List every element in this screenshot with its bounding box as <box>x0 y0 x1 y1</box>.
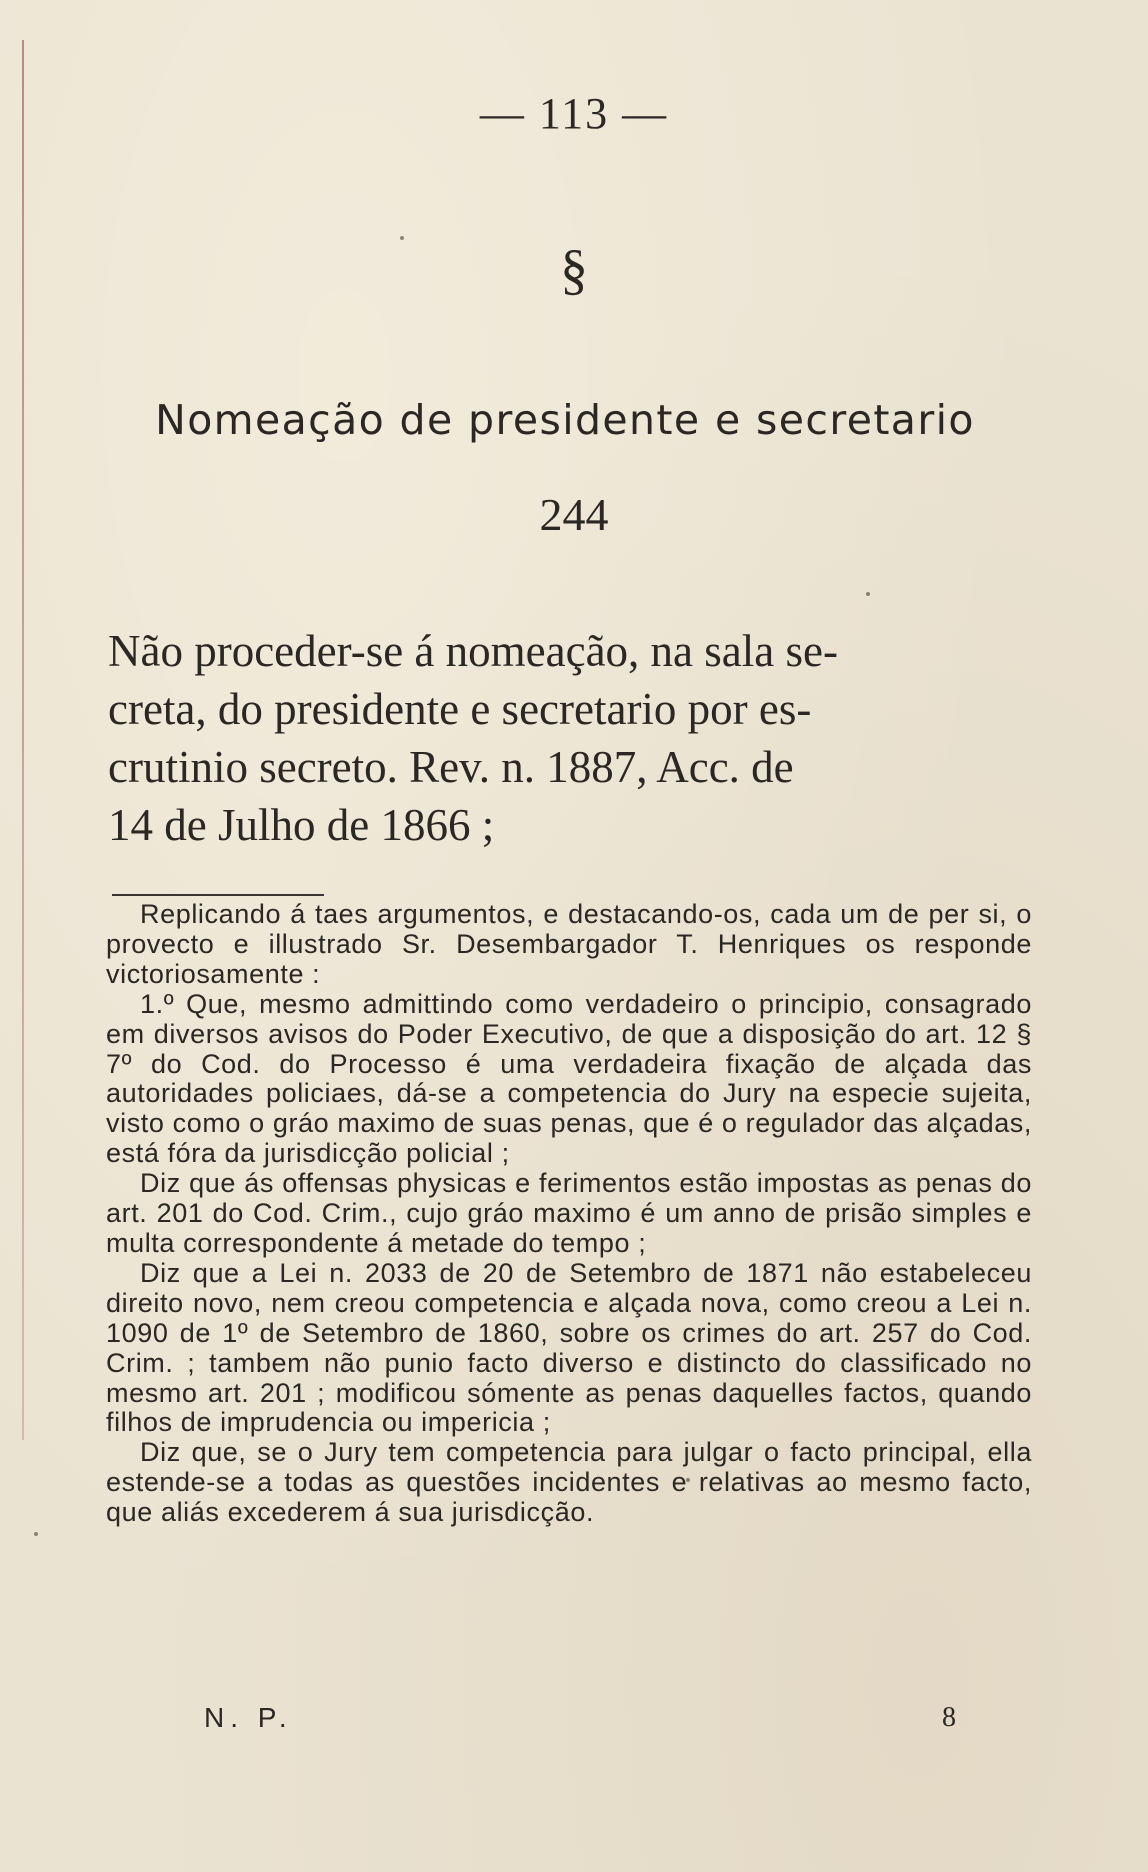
divider-rule <box>112 894 324 896</box>
page-number: — 113 — <box>479 89 669 138</box>
entry-line: creta, do presidente e secretario por es- <box>108 684 812 734</box>
entry-line: crutinio secreto. Rev. n. 1887, Acc. de <box>108 742 794 792</box>
section-sign: § <box>560 239 588 301</box>
note-paragraph: Diz que a Lei n. 2033 de 20 de Setembro de 1871 não estabeleceu direito novo, nem creou competencia e alçada nova, como creou a Lei n. 1090 de 1º de Setembro de 1860, sobre os crimes do art. 257 do Cod. Crim. ; tambem não punio facto diverso e distincto do classificado no mesmo art. 201 ; modificou sómente as penas daquelles factos, quando filhos de imprudencia ou impericia ; <box>106 1257 1032 1438</box>
note-paragraph: 1.º Que, mesmo admittindo como verdadeiro o principio, consagrado em diversos avisos do Poder Executivo, de que a disposição do art. 12 § 7º do Cod. do Processo é uma verdadeira fixação de alçada das autoridades policiaes, dá-se a competencia do Jury na especie sujeita, visto como o gráo maximo de suas penas, que é o regulador das alçadas, está fóra da jurisdicção policial ; <box>106 988 1033 1169</box>
entry-line: Não proceder-se á nomeação, na sala se- <box>108 626 838 676</box>
entry-line: 14 de Julho de 1866 ; <box>108 800 495 850</box>
entry-text <box>108 622 1028 854</box>
paper-speck <box>34 1532 38 1536</box>
paper-speck <box>866 592 870 596</box>
signature-mark: N. P. <box>204 1702 293 1733</box>
note-paragraph: Diz que, se o Jury tem competencia para julgar o facto principal, ella estende-se a todas as questões incidentes e relativas ao mesmo facto, que aliás excederem á sua jurisdicção. <box>106 1437 1032 1528</box>
section-title: Nomeação de presidente e secretario <box>155 396 975 445</box>
entry-number: 244 <box>539 489 609 540</box>
signature-number: 8 <box>942 1702 956 1733</box>
commentary-notes <box>106 900 1032 1528</box>
note-paragraph: Replicando á taes argumentos, e destacando-os, cada um de per si, o provecto e illustrado Sr. Desembargador T. Henriques os responde victoriosamente : <box>106 899 1032 989</box>
note-paragraph: Diz que ás offensas physicas e ferimentos estão impostas as penas do art. 201 do Cod. Crim., cujo gráo maximo é um anno de prisão simples e multa correspondente á metade do tempo ; <box>106 1168 1032 1258</box>
page-footer <box>204 1702 956 1734</box>
